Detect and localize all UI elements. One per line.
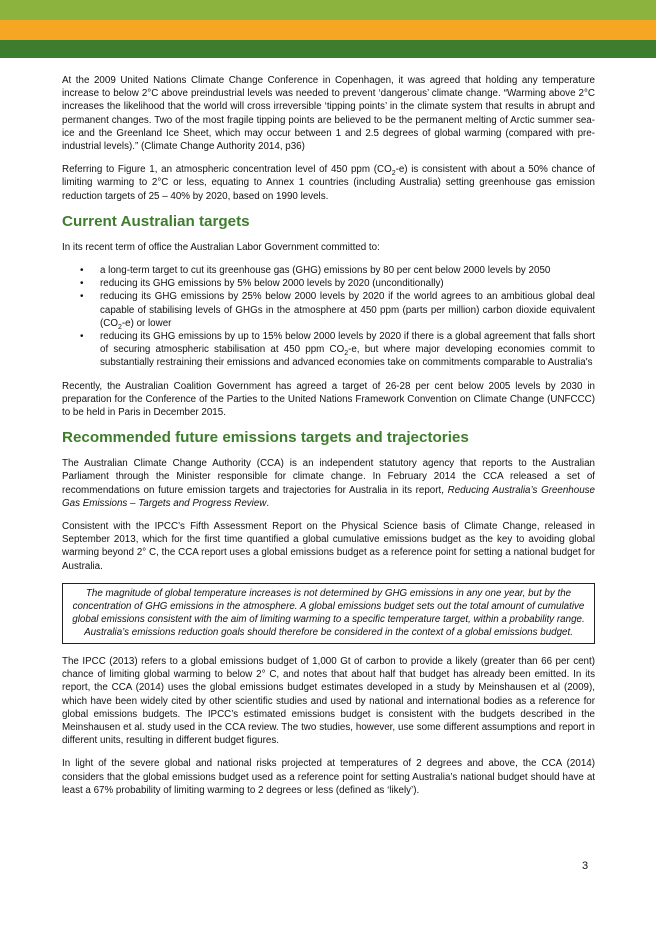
heading-current-targets: Current Australian targets — [62, 212, 250, 230]
paragraph-copenhagen: At the 2009 United Nations Climate Change Conference in Copenhagen, it was agreed that holding any temperature increase to below 2°C above preindustrial levels was needed to prevent ‘dangerous’ climate change. “Warming above 2°C increases the likelihood that the world will cross irreversible ‘tipping points’ in the climate system that results in abrupt and permanent changes. Two of the most fragile tipping points are believed to be the permanent melting of Arctic summer sea-ice and the Greenland Ice Sheet, which may occur between 1 and 2.5 degrees of global warming (compared with pre-industrial levels).” (Climate Change Authority 2014, p36) — [62, 75, 595, 153]
targets-list — [62, 264, 595, 370]
list-item: • reducing its GHG emissions by up to 15% below 2000 levels by 2020 if there is a global agreement that falls short of securing atmospheric stabilisation at 450 ppm $CO_2-e$, but where major developing economies commit to substantially restraining their emissions and advanced economies take on commitments comparable to Australia's — [62, 330, 595, 370]
paragraph-coalition-target: Recently, the Australian Coalition Government has agreed a target of 26-28 per cent below 2005 levels by 2030 in preparation for the Conference of the Parties to the United Nations Framework Convention on Climate Change (UNFCCC) to be held in Paris in December 2015. — [62, 380, 595, 419]
paragraph-figure-reference: Referring to Figure 1, an atmospheric concentration level of 450 ppm $(CO_2-e)$ is consistent with about a 50% chance of limiting warming to 2°C or less, equating to Annex 1 countries (including Australia) setting greenhouse gas emission reduction targets of 25 – 40% by 2020, based on 1990 levels. — [62, 164, 595, 202]
page-number: 3 — [582, 860, 589, 872]
header-band-light-green — [0, 0, 656, 20]
paragraph-risk-conclusion: In light of the severe global and national risks projected at temperatures of 2 degrees and above, the CCA (2014) considers that the global emissions budget used as a reference point for setting Australia’s national budget should have at least a 67% probability of limiting warming to 2 degrees or less (defined as ‘likely’). — [62, 758, 595, 796]
list-item: • a long-term target to cut its greenhouse gas (GHG) emissions by 80 per cent below 2000 levels by 2050 — [62, 264, 595, 277]
callout-box: The magnitude of global temperature increases is not determined by GHG emissions in any one year, but by the concentration of GHG emissions in the atmosphere. A global emissions budget sets out the total amount of cumulative global emissions consistent with the aim of limiting warming to a specific temperature target, within a probability range. Australia’s emissions reduction goals should therefore be considered in the context of a global emissions budget. — [62, 583, 595, 644]
paragraph-cca: The Australian Climate Change Authority (CCA) is an independent statutory agency that reports to the Australian Parliament through the Minister responsible for climate change. In February 2014 the CCA released a set of recommendations on future emission targets and trajectories for Australia in its report, Reducing Australia’s Greenhouse Gas Emissions – Targets and Progress Review. — [62, 458, 595, 509]
list-item: • reducing its GHG emissions by 25% below 2000 levels by 2020 if the world agrees to an ambitious global deal capable of stabilising levels of GHGs in the atmosphere at 450 ppm (parts per million) carbon dioxide equivalent $(CO_2-e)$ or lower — [62, 290, 595, 330]
paragraph-ipcc-budget: The IPCC (2013) refers to a global emissions budget of 1,000 Gt of carbon to provide a likely (greater than 66 per cent) chance of limiting global warming to below 2° C, and notes that about half that budget has already been emitted. In its report, the CCA (2014) uses the global emissions budget estimates developed in a study by Meinshausen et al (2009), which have been widely cited by other scientific studies and used by national and international bodies as a reference for global emissions budgets. The IPCC’s estimated emissions budget is consistent with the budgets described in the Meinshausen et al. study used in the CCA review. The two studies, however, use some different assumptions and report in different units, resulting in different budget figures. — [62, 655, 595, 747]
paragraph-labor-commitment: In its recent term of office the Australian Labor Government committed to: — [62, 241, 380, 253]
heading-recommended-targets: Recommended future emissions targets and trajectories — [62, 429, 469, 447]
list-item: • reducing its GHG emissions by 5% below 2000 levels by 2020 (unconditionally) — [62, 277, 595, 290]
header-band-orange — [0, 20, 656, 40]
document-body — [62, 74, 595, 807]
paragraph-ipcc-report: Consistent with the IPCC’s Fifth Assessment Report on the Physical Science basis of Climate Change, released in September 2013, which for the first time quantified a global cumulative emissions budget as the key to avoiding global warming beyond 2° C, the CCA report uses a global emissions budget as a reference point for setting a national budget for Australia. — [62, 521, 595, 572]
header-band-dark-green — [0, 40, 656, 58]
